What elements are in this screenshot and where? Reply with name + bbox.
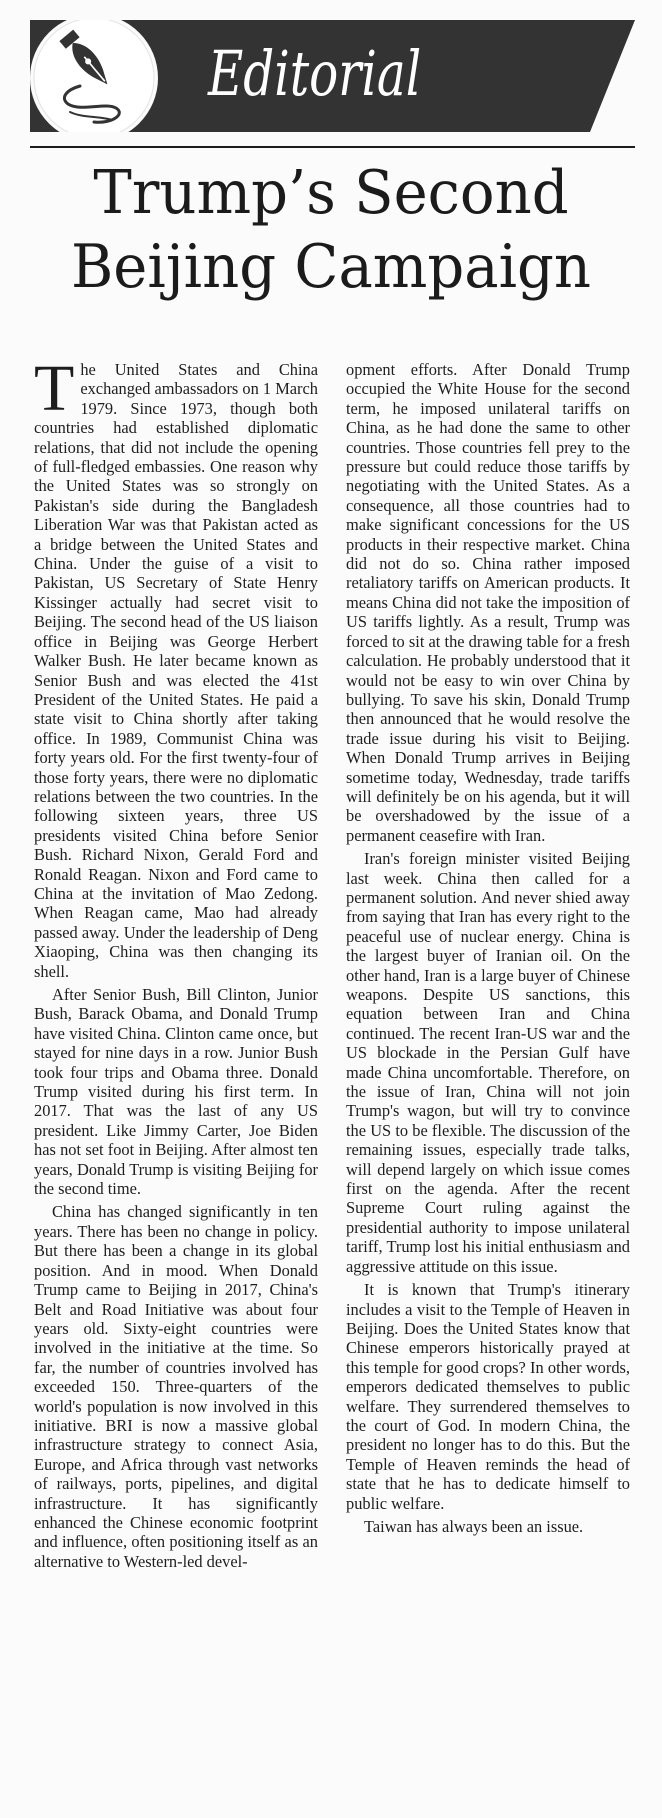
- article-column-left: [34, 360, 318, 1810]
- article-paragraph: It is known that Trump's itinerary includes a visit to the Temple of Heaven in Beijing. Does the United States know that Chinese emperors historically prayed at this temple for good crops? In other words, emperors dedicated themselves to public welfare. They surrendered themselves to the court of God. In modern China, the president no longer has to do this. But the Temple of Heaven reminds the head of state that he has to dedicate himself to public welfare.: [346, 1280, 630, 1513]
- article-paragraph: Iran's foreign minister visited Beijing last week. China then called for a permanent solution. And never shied away from saying that Iran has every right to the peaceful use of nuclear energy. China is the largest buyer of Iranian oil. On the other hand, Iran is a large buyer of Chinese weapons. Despite US sanctions, this equation between Iran and China continued. The recent Iran-US war and the US blockade in the Persian Gulf have made China uncomfortable. Therefore, on the issue of Iran, China will not join Trump's wagon, but will try to convince the US to be flexible. The discussion of the remaining issues, especially trade talks, will depend largely on which issue comes first on the agenda. After the recent Supreme Court ruling against the presidential authority to impose unilateral tariff, Trump lost his initial enthusiasm and aggressive attitude on this issue.: [346, 849, 630, 1276]
- headline-line-1: Trump’s Second: [93, 158, 569, 228]
- headline-line-2: Beijing Campaign: [70, 232, 592, 302]
- headline: [32, 156, 629, 304]
- editorial-banner: [30, 20, 635, 132]
- paragraph-text: he United States and China exchanged ambassadors on 1 March 1979. Since 1973, though both countries had established diplomatic relations, that did not include the opening of full-fledged embassies. One reason why the United States was so strongly on Pakistan's side during the Bangladesh Liberation War was that Pakistan acted as a bridge between the United States and China. Under the guise of a visit to Pakistan, US Secretary of State Henry Kissinger actually had secret visit to Beijing. The second head of the US liaison office in Beijing was George Herbert Walker Bush. He later became known as Senior Bush and was elected the 41st President of the United States. He paid a state visit to China shortly after taking office. In 1989, Communist China was forty years old. For the first twenty-four of those forty years, there were no diplomatic relations between the two countries. In the following sixteen years, three US presidents visited China before Senior Bush. Richard Nixon, Gerald Ford and Ronald Reagan. Nixon and Ford came to China at the invitation of Mao Zedong. When Reagan came, Mao had already passed away. Under the leadership of Deng Xiaoping, China was then changing its shell.: [34, 360, 318, 981]
- article-paragraph: Taiwan has always been an issue.: [364, 1516, 584, 1536]
- article-paragraph: After Senior Bush, Bill Clinton, Junior Bush, Barack Obama, and Donald Trump have visited China. Clinton came once, but stayed for nine days in a row. Junior Bush took four trips and Obama three. Donald Trump visited during his first term. In 2017. That was the last of any US president. Like Jimmy Carter, Joe Biden has not set foot in Beijing. After almost ten years, Donald Trump is visiting Beijing for the second time.: [34, 985, 318, 1199]
- article-paragraph: [34, 360, 318, 981]
- section-label: Editorial: [208, 37, 422, 110]
- fountain-pen-nib-logo: [30, 20, 160, 132]
- section-divider: [30, 146, 635, 148]
- drop-cap: T: [34, 360, 75, 425]
- article-paragraph: opment efforts. After Donald Trump occupied the White House for the second term, he imposed unilateral tariffs on China, as he had done the same to other countries. Those countries fell prey to the pressure but could reduce those tariffs by negotiating with the United States. As a consequence, all those countries had to make significant concessions for the US products in their respective market. China did not do so. China rather imposed retaliatory tariffs on American products. It means China did not take the imposition of US tariffs lightly. As a result, Trump was forced to sit at the drawing table for a fresh calculation. He probably understood that it would not be easy to win over China by bullying. To save his skin, Donald Trump then announced that he would resolve the trade issue during his visit to Beijing. When Donald Trump arrives in Beijing sometime today, Wednesday, trade tariffs will definitely be on his agenda, but it will be overshadowed by the issue of a permanent ceasefire with Iran.: [346, 360, 630, 845]
- article-paragraph: China has changed significantly in ten years. There has been no change in policy. But there has been a change in its global position. And in mood. When Donald Trump came to Beijing in 2017, China's Belt and Road Initiative was about four years old. Sixty-eight countries were involved in the initiative at the time. So far, the number of countries involved has exceeded 150. Three-quarters of the world's population is now involved in this initiative. BRI is now a massive global infrastructure strategy to connect Asia, Europe, and Africa through vast networks of railways, ports, pipelines, and digital infrastructure. It has significantly enhanced the Chinese economic footprint and influence, often positioning itself as an alternative to Western-led devel-: [34, 1202, 318, 1571]
- article-column-right: [346, 360, 630, 1810]
